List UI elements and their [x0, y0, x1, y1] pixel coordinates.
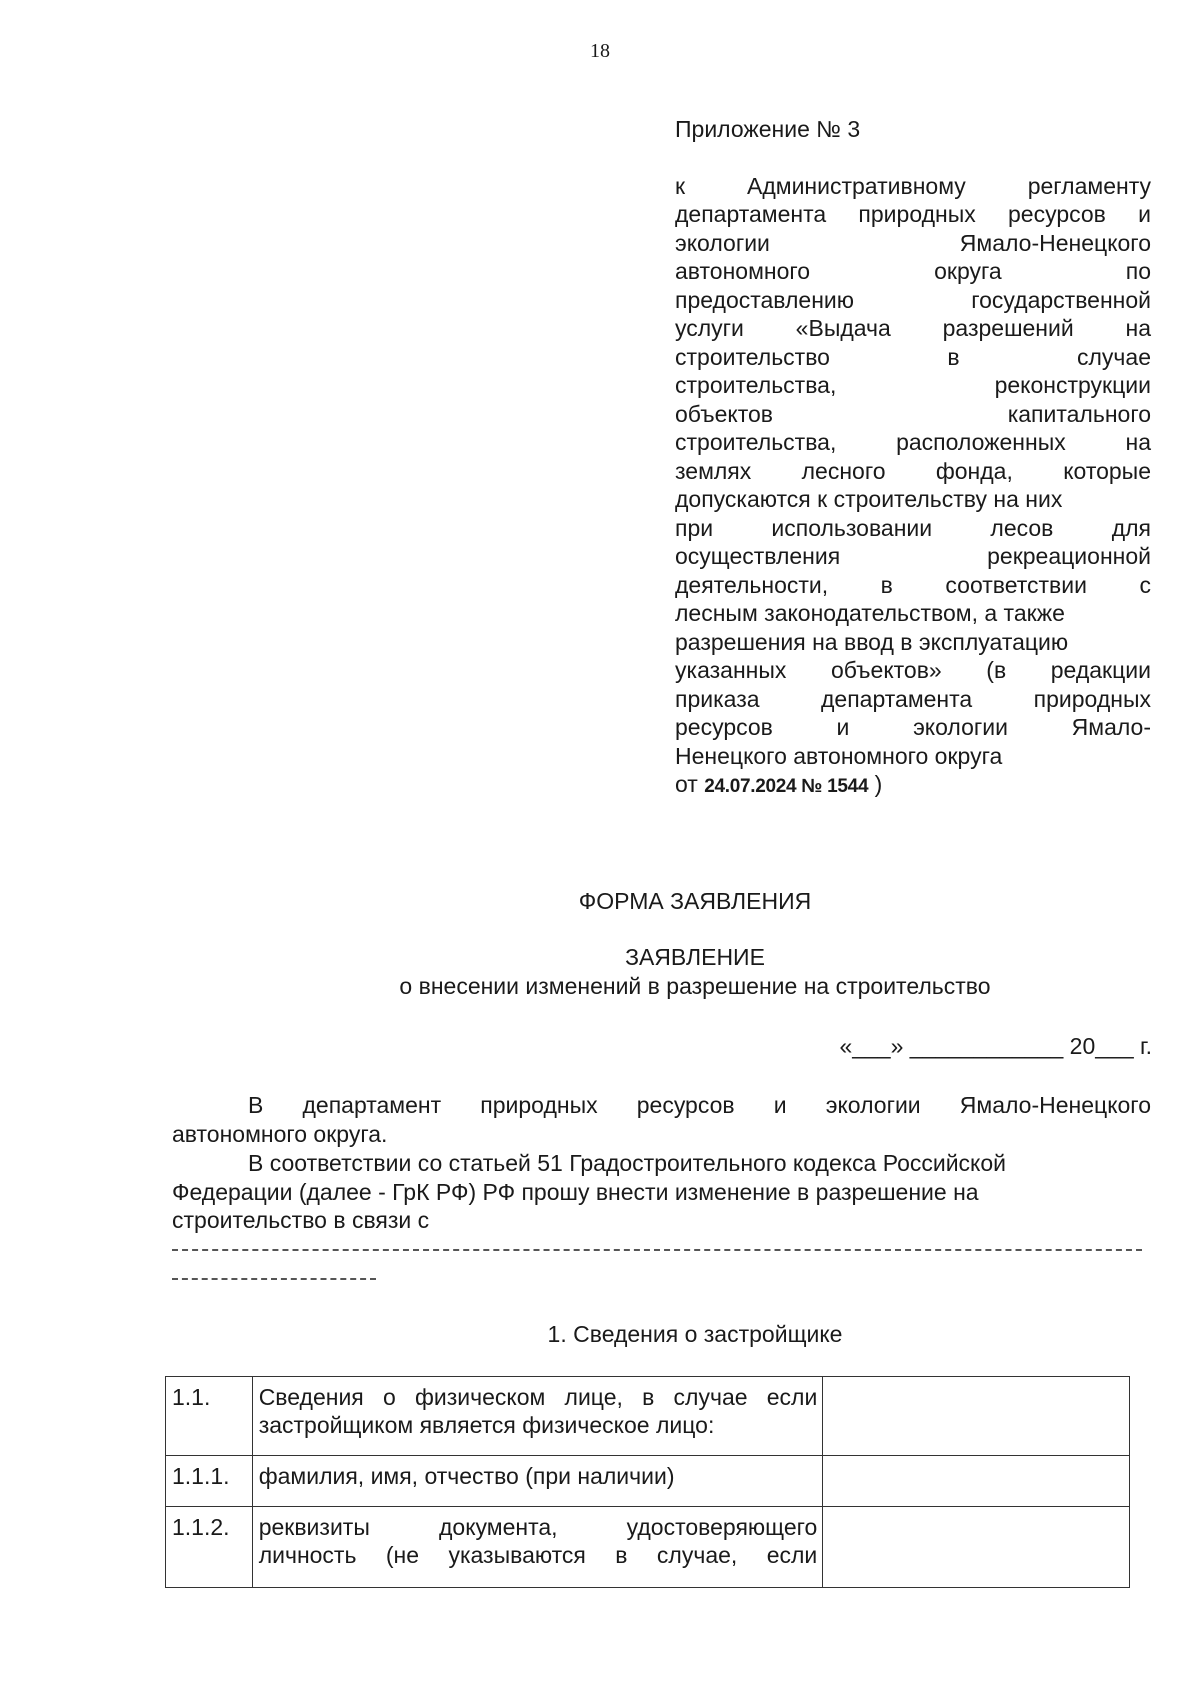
- row-value-cell[interactable]: [823, 1456, 1130, 1507]
- table-row: [166, 1507, 1130, 1588]
- appendix-line: к Административному регламенту: [675, 172, 1151, 199]
- appendix-line: разрешения на ввод в эксплуатацию: [675, 628, 1069, 655]
- appendix-line: строительства, реконструкции: [675, 372, 1151, 398]
- section-title: 1. Сведения о застройщике: [547, 1321, 843, 1347]
- row-description: [252, 1377, 823, 1456]
- appendix-line: строительство в случае: [675, 343, 1151, 370]
- table-row: [166, 1456, 1130, 1507]
- order-reference: 24.07.2024 № 1544: [704, 776, 869, 797]
- appendix-line: приказа департамента природных: [675, 685, 1151, 712]
- application-heading: ЗАЯВЛЕНИЕ: [625, 944, 765, 970]
- appendix-line: при использовании лесов для: [675, 514, 1151, 541]
- row-description-line: реквизиты документа, удостоверяющего: [258, 1514, 818, 1540]
- fill-in-line: [172, 1247, 1142, 1251]
- application-subheading: о внесении изменений в разрешение на строительство: [399, 973, 991, 999]
- row-description: [252, 1507, 823, 1588]
- row-value-cell[interactable]: [823, 1377, 1130, 1456]
- paragraph-line: автономного округа.: [172, 1120, 388, 1147]
- appendix-line: строительства, расположенных на: [675, 429, 1151, 455]
- date-line: «___» ____________ 20___ г.: [839, 1033, 1152, 1059]
- appendix-line: осуществления рекреационной: [675, 543, 1151, 569]
- close-paren: ): [874, 771, 883, 797]
- appendix-line: землях лесного фонда, которые: [675, 457, 1151, 484]
- appendix-line: услуги «Выдача разрешений на: [675, 315, 1151, 341]
- appendix-line: автономного округа по: [675, 258, 1151, 284]
- appendix-line: экологии Ямало-Ненецкого: [675, 229, 1151, 256]
- appendix-line: предоставлению государственной: [675, 286, 1151, 313]
- developer-info-table: [165, 1376, 1130, 1588]
- row-number: 1.1.2.: [166, 1507, 253, 1588]
- appendix-line: департамента природных ресурсов и: [675, 201, 1151, 227]
- appendix-line: допускаются к строительству на них: [675, 486, 1063, 512]
- fill-in-line-short: [172, 1276, 376, 1280]
- paragraph-line: В департамент природных ресурсов и экологии Ямало-Ненецкого: [248, 1092, 1151, 1118]
- appendix-line: ресурсов и экологии Ямало-: [675, 714, 1151, 740]
- appendix-line: деятельности, в соответствии с: [675, 571, 1151, 598]
- table-row: [166, 1377, 1130, 1456]
- paragraph-line: строительство в связи с: [172, 1207, 430, 1233]
- form-title: ФОРМА ЗАЯВЛЕНИЯ: [578, 888, 812, 914]
- appendix-block: [675, 115, 1151, 799]
- appendix-order-line: [675, 770, 1151, 799]
- paragraph-line: В соответствии со статьей 51 Градостроительного кодекса Российской: [248, 1150, 1007, 1176]
- page-number: 18: [590, 40, 610, 62]
- row-number: 1.1.1.: [166, 1456, 253, 1507]
- appendix-line: Ненецкого автономного округа: [675, 742, 1003, 769]
- row-description-line: фамилия, имя, отчество (при наличии): [258, 1463, 675, 1489]
- row-description-line: застройщиком является физическое лицо:: [258, 1412, 715, 1438]
- paragraph-addressee: [172, 1091, 1151, 1148]
- appendix-line: объектов капитального: [675, 400, 1151, 427]
- appendix-line: лесным законодательством, а также: [675, 600, 1065, 626]
- appendix-title: Приложение № 3: [675, 116, 861, 142]
- row-value-cell[interactable]: [823, 1507, 1130, 1588]
- from-prefix: от: [675, 771, 698, 797]
- row-number: 1.1.: [166, 1377, 253, 1456]
- paragraph-line: Федерации (далее - ГрК РФ) РФ прошу внести изменение в разрешение на: [172, 1178, 979, 1205]
- row-description: [252, 1456, 823, 1507]
- paragraph-request: [172, 1149, 1151, 1235]
- row-description-line: личность (не указываются в случае, если: [258, 1542, 818, 1568]
- appendix-line: указанных объектов» (в редакции: [675, 657, 1151, 683]
- row-description-line: Сведения о физическом лице, в случае если: [258, 1384, 818, 1410]
